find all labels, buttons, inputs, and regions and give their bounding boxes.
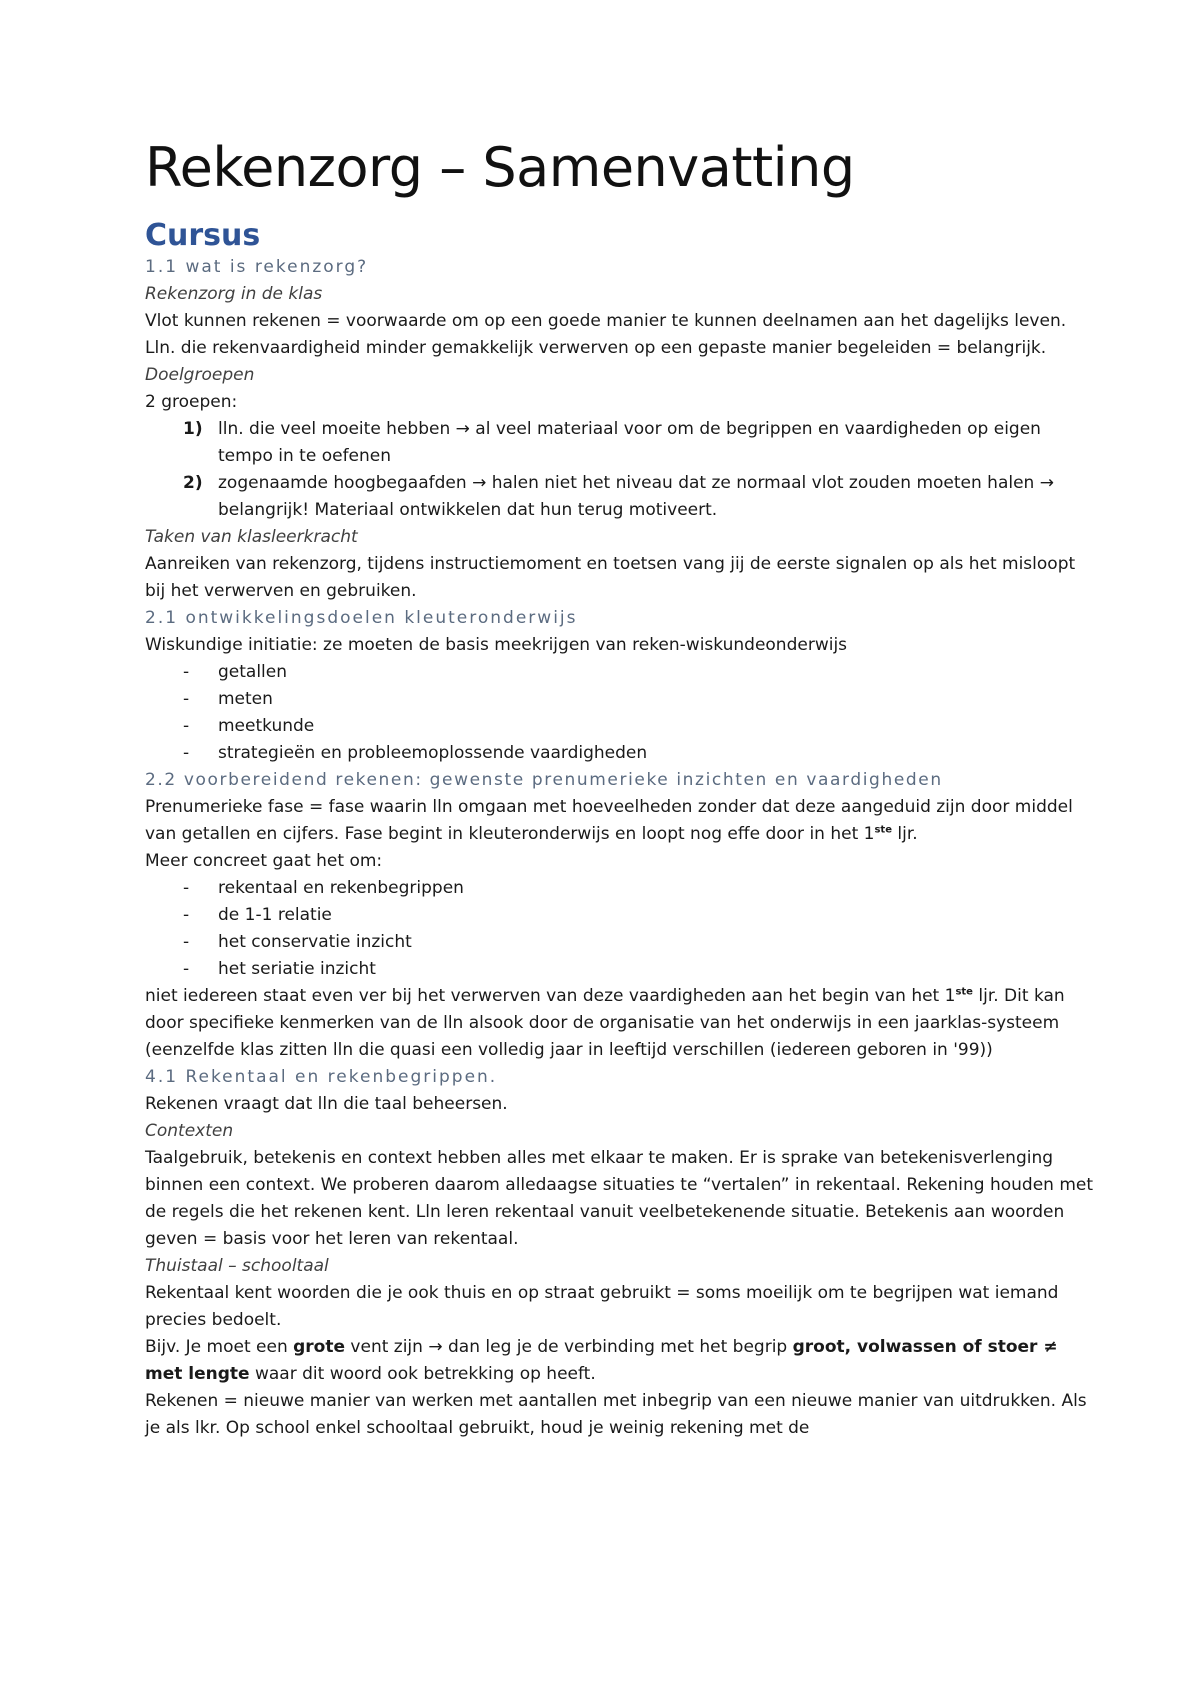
- paragraph: Wiskundige initiatie: ze moeten de basis meekrijgen van reken-wiskundeonderwijs: [145, 634, 848, 655]
- list-item: - meetkunde: [183, 715, 315, 736]
- paragraph: Meer concreet gaat het om:: [145, 850, 383, 871]
- list-text: getallen: [218, 661, 288, 682]
- list-text: belangrijk! Materiaal ontwikkelen dat hun terug motiveert.: [218, 499, 718, 520]
- paragraph: Rekenen vraagt dat lln die taal beheersen.: [145, 1093, 508, 1114]
- paragraph: Taalgebruik, betekenis en context hebben alles met elkaar te maken. Er is sprake van betekenisverlenging binnen een context. We proberen daarom alledaagse situaties te “vertalen” in rekentaal. Rekening houden met de regels die het rekenen kent. Lln leren rekentaal vanuit veelbetekenende situatie. Betekenis aan woorden geven = basis voor het leren van rekentaal.: [145, 1147, 1094, 1249]
- section-heading: Cursus: [145, 218, 261, 254]
- list-text: meetkunde: [218, 715, 315, 736]
- list-item: - meten: [183, 688, 273, 709]
- numbered-list: [145, 416, 1100, 524]
- heading-4-1: 4.1 Rekentaal en rekenbegrippen.: [145, 1066, 498, 1087]
- list-text: lln. die veel moeite hebben: [218, 418, 456, 439]
- list-text: halen niet het niveau dat ze normaal vlot zouden moeten halen: [486, 472, 1040, 493]
- subheading-taken: Taken van klasleerkracht: [145, 526, 358, 547]
- list-item: - het seriatie inzicht: [183, 958, 376, 979]
- paragraph: Rekentaal kent woorden die je ook thuis en op straat gebruikt = soms moeilijk om te begrijpen wat iemand precies bedoelt.: [145, 1282, 1059, 1330]
- paragraph: Vlot kunnen rekenen = voorwaarde om op een goede manier te kunnen deelnamen aan het dagelijks leven. Lln. die rekenvaardigheid minder gemakkelijk verwerven op een gepaste manier begeleiden = belangrijk.: [145, 310, 1067, 358]
- heading-1-1: 1.1 wat is rekenzorg?: [145, 256, 369, 277]
- list-text: al veel materiaal voor om de begrippen en vaardigheden op eigen tempo in te oefenen: [218, 418, 1041, 466]
- list-text: het conservatie inzicht: [218, 931, 412, 952]
- paragraph: Aanreiken van rekenzorg, tijdens instructiemoment en toetsen vang jij de eerste signalen op als het misloopt bij het verwerven en gebruiken.: [145, 553, 1076, 601]
- arrow-right-icon: →: [455, 418, 470, 439]
- subheading-doelgroepen: Doelgroepen: [145, 364, 255, 385]
- arrow-right-icon: →: [472, 472, 487, 493]
- paragraph: Bijv. Je moet een grote vent zijn → dan leg je de verbinding met het begrip groot, volwassen of stoer ≠ met lengte waar dit woord ook betrekking op heeft.: [145, 1336, 1058, 1384]
- paragraph: niet iedereen staat even ver bij het verwerven van deze vaardigheden aan het begin van het 1ste ljr. Dit kan door specifieke kenmerken van de lln alsook door de organisatie van het onderwijs in een jaarklas-systeem (eenzelfde klas zitten lln die quasi een volledig jaar in leeftijd verschillen (iedereen geboren in '99)): [145, 985, 1065, 1060]
- list-number: 1): [183, 418, 203, 439]
- subheading-contexten: Contexten: [145, 1120, 234, 1141]
- subheading-rekenzorg-klas: Rekenzorg in de klas: [145, 283, 323, 304]
- bullet-list: [145, 875, 1100, 983]
- list-number: 2): [183, 472, 203, 493]
- paragraph: 2 groepen:: [145, 391, 238, 412]
- list-item: - getallen: [183, 661, 288, 682]
- list-item: [145, 416, 1100, 470]
- list-text: zogenaamde hoogbegaafden: [218, 472, 473, 493]
- list-text: het seriatie inzicht: [218, 958, 376, 979]
- list-item: - het conservatie inzicht: [183, 931, 412, 952]
- list-item: - de 1-1 relatie: [183, 904, 332, 925]
- heading-2-1: 2.1 ontwikkelingsdoelen kleuteronderwijs: [145, 607, 578, 628]
- list-text: rekentaal en rekenbegrippen: [218, 877, 464, 898]
- subheading-thuistaal: Thuistaal – schooltaal: [145, 1255, 329, 1276]
- paragraph: Prenumerieke fase = fase waarin lln omgaan met hoeveelheden zonder dat deze aangeduid zijn door middel van getallen en cijfers. Fase begint in kleuteronderwijs en loopt nog effe door in het 1ste ljr.: [145, 796, 1073, 844]
- list-text: strategieën en probleemoplossende vaardigheden: [218, 742, 648, 763]
- list-item: - rekentaal en rekenbegrippen: [183, 877, 464, 898]
- document-title: Rekenzorg – Samenvatting: [145, 136, 855, 199]
- bullet-list: [145, 659, 1100, 767]
- list-text: de 1-1 relatie: [218, 904, 332, 925]
- list-item: - strategieën en probleemoplossende vaardigheden: [183, 742, 648, 763]
- heading-2-2: 2.2 voorbereidend rekenen: gewenste prenumerieke inzichten en vaardigheden: [145, 769, 943, 790]
- arrow-right-icon: →: [1039, 472, 1054, 493]
- list-text: meten: [218, 688, 273, 709]
- paragraph: Rekenen = nieuwe manier van werken met aantallen met inbegrip van een nieuwe manier van uitdrukken. Als je als lkr. Op school enkel schooltaal gebruikt, houd je weinig rekening met de: [145, 1390, 1087, 1438]
- arrow-right-icon: →: [428, 1336, 443, 1357]
- list-item: [145, 470, 1100, 524]
